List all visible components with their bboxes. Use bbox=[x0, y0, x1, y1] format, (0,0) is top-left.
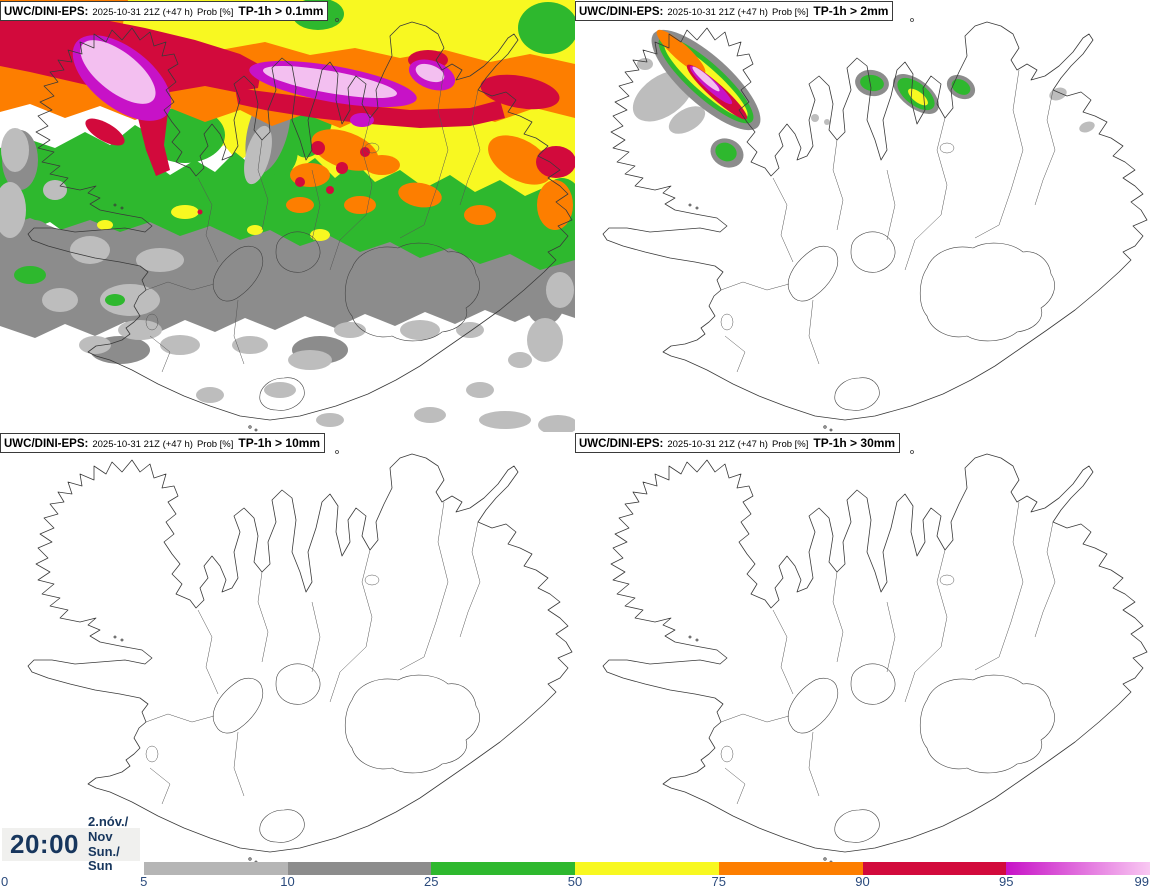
map-prob-2mm bbox=[575, 0, 1150, 432]
prob-field-2mm bbox=[624, 15, 1097, 173]
legend-tick-label: 0 bbox=[1, 874, 9, 889]
prob-field-0p1mm bbox=[0, 0, 575, 432]
threshold-label: TP-1h > 30mm bbox=[813, 436, 896, 450]
prob-label: Prob [%] bbox=[771, 7, 809, 18]
legend-tick-label: 25 bbox=[424, 874, 439, 889]
valid-date bbox=[88, 815, 140, 875]
panel-title-0p1mm bbox=[0, 1, 328, 21]
panel-prob-0p1mm bbox=[0, 0, 575, 432]
run-label: 2025-10-31 21Z (+47 h) bbox=[667, 439, 768, 450]
legend-tick-label: 95 bbox=[999, 874, 1014, 889]
legend-tick-label: 90 bbox=[855, 874, 870, 889]
map-prob-10mm bbox=[0, 432, 575, 864]
prob-label: Prob [%] bbox=[196, 439, 234, 450]
threshold-label: TP-1h > 2mm bbox=[813, 4, 889, 18]
panel-prob-2mm bbox=[575, 0, 1150, 432]
panel-prob-30mm bbox=[575, 432, 1150, 864]
threshold-label: TP-1h > 0.1mm bbox=[238, 4, 324, 18]
run-label: 2025-10-31 21Z (+47 h) bbox=[92, 7, 193, 18]
model-label: UWC/DINI-EPS: bbox=[4, 438, 89, 450]
legend-ticks bbox=[0, 874, 1150, 891]
model-label: UWC/DINI-EPS: bbox=[579, 438, 664, 450]
legend-tick-label: 75 bbox=[711, 874, 726, 889]
run-label: 2025-10-31 21Z (+47 h) bbox=[92, 439, 193, 450]
legend-tick-label: 50 bbox=[567, 874, 583, 889]
prob-label: Prob [%] bbox=[196, 7, 234, 18]
valid-date-line2: Sun./ Sun bbox=[88, 843, 120, 874]
panel-title-2mm bbox=[575, 1, 893, 21]
legend-tick-label: 5 bbox=[140, 874, 148, 889]
model-label: UWC/DINI-EPS: bbox=[4, 6, 89, 18]
valid-date-line1: 2.nóv./ Nov bbox=[88, 813, 129, 844]
legend-tick-label: 10 bbox=[280, 874, 295, 889]
map-prob-0p1mm bbox=[0, 0, 575, 432]
valid-time-box bbox=[2, 813, 140, 874]
panel-title-10mm bbox=[0, 433, 325, 453]
model-label: UWC/DINI-EPS: bbox=[579, 6, 664, 18]
panel-prob-10mm bbox=[0, 432, 575, 864]
run-label: 2025-10-31 21Z (+47 h) bbox=[667, 7, 768, 18]
threshold-label: TP-1h > 10mm bbox=[238, 436, 321, 450]
legend-tick-label: 99 bbox=[1134, 874, 1149, 889]
panel-title-30mm bbox=[575, 433, 900, 453]
prob-label: Prob [%] bbox=[771, 439, 809, 450]
valid-time: 20:00 bbox=[10, 829, 79, 859]
map-prob-30mm bbox=[575, 432, 1150, 864]
